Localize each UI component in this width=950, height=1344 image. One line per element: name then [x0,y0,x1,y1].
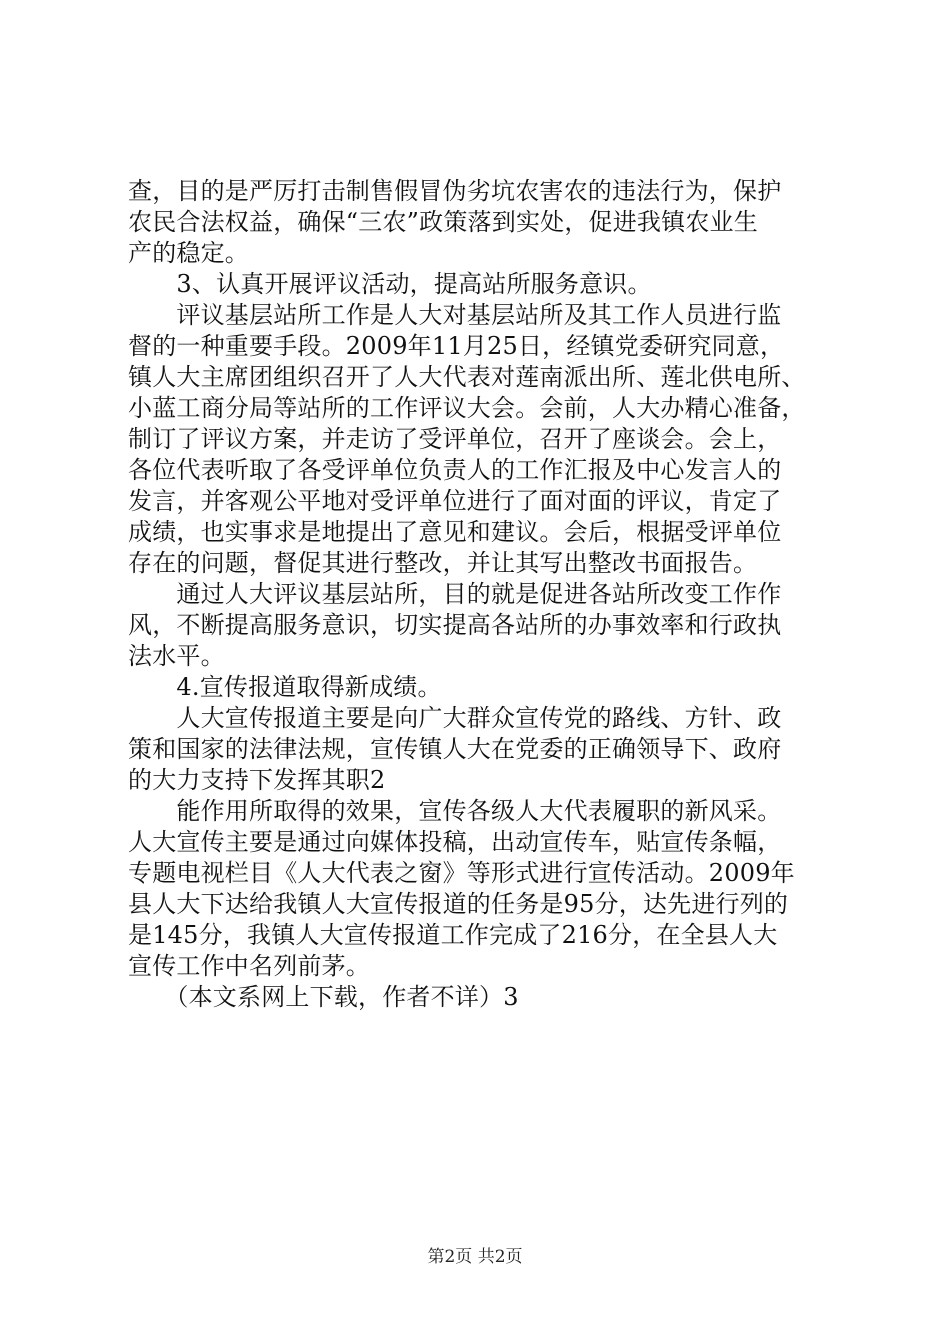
text-line: 县人大下达给我镇人大宣传报道的任务是95分，达先进行列的 [128,890,789,918]
page-number-footer: 第2页 共2页 [427,1247,523,1267]
text-line: 农民合法权益，确保“三农”政策落到实处，促进我镇农业生 [128,208,758,236]
text-line: 查，目的是严厉打击制售假冒伪劣坑农害农的违法行为，保护 [128,177,782,205]
text-line: 评议基层站所工作是人大对基层站所及其工作人员进行监 [128,301,782,329]
text-line: 镇人大主席团组织召开了人大代表对莲南派出所、莲北供电所、 [128,363,806,391]
text-line: 法水平。 [128,642,225,670]
text-line: 督的一种重要手段。2009年11月25日，经镇党委研究同意， [128,332,785,360]
text-line: 的大力支持下发挥其职2 [128,766,386,794]
text-line: 各位代表听取了各受评单位负责人的工作汇报及中心发言人的 [128,456,782,484]
document-body [128,176,848,1013]
text-line: 存在的问题，督促其进行整改，并让其写出整改书面报告。 [128,549,758,577]
text-line: 通过人大评议基层站所，目的就是促进各站所改变工作作 [128,580,782,608]
text-line: 产的稳定。 [128,239,249,267]
text-line: 策和国家的法律法规，宣传镇人大在党委的正确领导下、政府 [128,735,782,763]
text-line: 能作用所取得的效果，宣传各级人大代表履职的新风采。 [128,797,782,825]
text-line: 成绩，也实事求是地提出了意见和建议。会后，根据受评单位 [128,518,782,546]
text-line: 宣传工作中名列前茅。 [128,952,370,980]
text-line: 是145分，我镇人大宣传报道工作完成了216分，在全县人大 [128,921,778,949]
text-line: 制订了评议方案，并走访了受评单位，召开了座谈会。会上， [128,425,782,453]
text-line: 风，不断提高服务意识，切实提高各站所的办事效率和行政执 [128,611,782,639]
text-line: 小蓝工商分局等站所的工作评议大会。会前，人大办精心准备， [128,394,806,422]
section-heading: 3、认真开展评议活动，提高站所服务意识。 [128,270,652,298]
source-note: （本文系网上下载，作者不详）3 [128,983,519,1011]
section-heading: 4.宣传报道取得新成绩。 [128,673,442,701]
text-line: 专题电视栏目《人大代表之窗》等形式进行宣传活动。2009年 [128,859,795,887]
text-line: 人大宣传主要是通过向媒体投稿，出动宣传车，贴宣传条幅， [128,828,782,856]
text-line: 人大宣传报道主要是向广大群众宣传党的路线、方针、政 [128,704,782,732]
text-line: 发言，并客观公平地对受评单位进行了面对面的评议，肯定了 [128,487,782,515]
